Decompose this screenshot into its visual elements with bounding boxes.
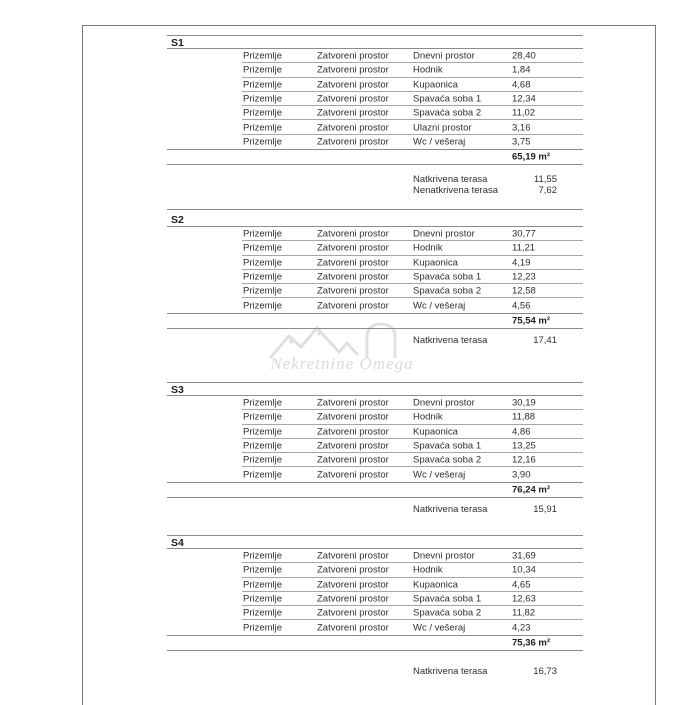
cell-room-name: Spavaća soba 2: [413, 107, 482, 119]
cell-floor: Prizemlje: [243, 285, 283, 297]
section-total-row: [167, 482, 583, 498]
cell-area-value: 4,19: [512, 257, 531, 269]
cell-floor: Prizemlje: [243, 93, 283, 105]
terrace-row: [167, 174, 583, 186]
table-row: [167, 284, 583, 298]
terrace-row: [167, 666, 583, 678]
cell-room-name: Hodnik: [413, 564, 443, 576]
cell-room-name: Spavaća soba 2: [413, 285, 482, 297]
apartment-section-S3: [167, 382, 583, 515]
terrace-row: [167, 335, 583, 347]
table-row: [167, 410, 583, 424]
cell-space-type: Zatvoreni prostor: [317, 469, 389, 481]
cell-space-type: Zatvoreni prostor: [317, 136, 389, 148]
cell-space-type: Zatvoreni prostor: [317, 426, 389, 438]
table-row: [167, 92, 583, 106]
cell-room-name: Spavaća soba 1: [413, 440, 482, 452]
terrace-block: [167, 504, 583, 516]
cell-floor: Prizemlje: [243, 257, 283, 269]
terrace-label: Natkrivena terasa: [413, 503, 488, 515]
cell-area-value: 10,34: [512, 564, 536, 576]
cell-floor: Prizemlje: [243, 454, 283, 466]
section-title: S4: [167, 535, 583, 549]
table-row: [167, 606, 583, 620]
table-row: [167, 439, 583, 453]
cell-area-value: 30,77: [512, 228, 536, 240]
cell-space-type: Zatvoreni prostor: [317, 228, 389, 240]
cell-room-name: Dnevni prostor: [413, 50, 475, 62]
table-row: [167, 467, 583, 481]
cell-room-name: Ulazni prostor: [413, 122, 472, 134]
cell-floor: Prizemlje: [243, 593, 283, 605]
cell-room-name: Kupaonica: [413, 426, 458, 438]
table-row: [167, 549, 583, 563]
cell-space-type: Zatvoreni prostor: [317, 440, 389, 452]
cell-space-type: Zatvoreni prostor: [317, 79, 389, 91]
cell-space-type: Zatvoreni prostor: [317, 454, 389, 466]
table-row: [167, 298, 583, 312]
cell-area-value: 4,65: [512, 579, 531, 591]
cell-area-value: 3,75: [512, 136, 531, 148]
cell-room-name: Spavaća soba 1: [413, 271, 482, 283]
terrace-value: 7,62: [538, 185, 557, 197]
cell-area-value: 11,82: [512, 607, 536, 619]
cell-space-type: Zatvoreni prostor: [317, 622, 389, 634]
cell-floor: Prizemlje: [243, 440, 283, 452]
cell-space-type: Zatvoreni prostor: [317, 550, 389, 562]
table-row: [167, 78, 583, 92]
cell-area-value: 12,63: [512, 593, 536, 605]
terrace-value: 16,73: [533, 666, 557, 678]
cell-area-value: 4,86: [512, 426, 531, 438]
cell-area-value: 12,23: [512, 271, 536, 283]
apartment-section-S4: [167, 535, 583, 678]
cell-space-type: Zatvoreni prostor: [317, 107, 389, 119]
terrace-row: [167, 185, 583, 197]
cell-area-value: 4,68: [512, 79, 531, 91]
cell-space-type: Zatvoreni prostor: [317, 593, 389, 605]
cell-floor: Prizemlje: [243, 50, 283, 62]
section-total-row: [167, 149, 583, 165]
table-row: [167, 49, 583, 63]
cell-floor: Prizemlje: [243, 411, 283, 423]
terrace-value: 17,41: [533, 334, 557, 346]
cell-room-name: Kupaonica: [413, 257, 458, 269]
table-row: [167, 227, 583, 241]
cell-room-name: Hodnik: [413, 64, 443, 76]
cell-floor: Prizemlje: [243, 136, 283, 148]
cell-floor: Prizemlje: [243, 397, 283, 409]
table-row: [167, 620, 583, 634]
cell-room-name: Wc / vešeraj: [413, 136, 466, 148]
cell-space-type: Zatvoreni prostor: [317, 607, 389, 619]
table-row: [167, 425, 583, 439]
table-row: [167, 256, 583, 270]
cell-room-name: Wc / vešeraj: [413, 300, 466, 312]
section-total-row: [167, 635, 583, 651]
cell-area-value: 31,69: [512, 550, 536, 562]
cell-area-value: 4,23: [512, 622, 531, 634]
cell-area-value: 11,02: [512, 107, 536, 119]
cell-floor: Prizemlje: [243, 79, 283, 91]
cell-floor: Prizemlje: [243, 550, 283, 562]
cell-space-type: Zatvoreni prostor: [317, 300, 389, 312]
table-row: [167, 63, 583, 77]
cell-area-value: 3,16: [512, 122, 531, 134]
cell-floor: Prizemlje: [243, 564, 283, 576]
terrace-value: 15,91: [533, 503, 557, 515]
cell-area-value: 12,16: [512, 454, 536, 466]
table-row: [167, 135, 583, 149]
section-title: S3: [167, 382, 583, 396]
cell-area-value: 3,90: [512, 469, 531, 481]
table-row: [167, 453, 583, 467]
cell-floor: Prizemlje: [243, 107, 283, 119]
section-total-value: 76,24 m²: [512, 484, 551, 496]
cell-room-name: Dnevni prostor: [413, 550, 475, 562]
terrace-label: Nenatkrivena terasa: [413, 185, 499, 197]
cell-room-name: Dnevni prostor: [413, 228, 475, 240]
cell-space-type: Zatvoreni prostor: [317, 242, 389, 254]
cell-space-type: Zatvoreni prostor: [317, 579, 389, 591]
table-row: [167, 106, 583, 120]
cell-space-type: Zatvoreni prostor: [317, 64, 389, 76]
cell-space-type: Zatvoreni prostor: [317, 397, 389, 409]
cell-room-name: Spavaća soba 1: [413, 93, 482, 105]
apartment-section-S2: [167, 209, 583, 346]
table-row: [167, 270, 583, 284]
terrace-value: 11,55: [533, 173, 557, 185]
cell-floor: Prizemlje: [243, 469, 283, 481]
cell-floor: Prizemlje: [243, 300, 283, 312]
cell-room-name: Wc / vešeraj: [413, 622, 466, 634]
section-total-value: 65,19 m²: [512, 151, 551, 163]
cell-room-name: Kupaonica: [413, 79, 458, 91]
table-row: [167, 592, 583, 606]
cell-space-type: Zatvoreni prostor: [317, 285, 389, 297]
terrace-row: [167, 504, 583, 516]
cell-area-value: 30,19: [512, 397, 536, 409]
table-row: [167, 563, 583, 577]
watermark-text: Nekretnine Omega: [270, 354, 414, 373]
cell-space-type: Zatvoreni prostor: [317, 50, 389, 62]
section-total-row: [167, 313, 583, 329]
terrace-label: Natkrivena terasa: [413, 666, 488, 678]
cell-area-value: 1,84: [512, 64, 531, 76]
cell-floor: Prizemlje: [243, 622, 283, 634]
cell-area-value: 11,21: [512, 242, 536, 254]
cell-space-type: Zatvoreni prostor: [317, 564, 389, 576]
cell-space-type: Zatvoreni prostor: [317, 93, 389, 105]
cell-floor: Prizemlje: [243, 579, 283, 591]
cell-area-value: 12,34: [512, 93, 536, 105]
table-row: [167, 241, 583, 255]
cell-room-name: Spavaća soba 2: [413, 454, 482, 466]
section-title: S2: [167, 209, 583, 227]
terrace-block: [167, 174, 583, 197]
cell-floor: Prizemlje: [243, 228, 283, 240]
cell-room-name: Hodnik: [413, 242, 443, 254]
section-total-value: 75,54 m²: [512, 315, 551, 327]
table-row: [167, 396, 583, 410]
cell-floor: Prizemlje: [243, 607, 283, 619]
cell-room-name: Spavaća soba 2: [413, 607, 482, 619]
section-total-value: 75,36 m²: [512, 637, 551, 649]
cell-space-type: Zatvoreni prostor: [317, 122, 389, 134]
cell-space-type: Zatvoreni prostor: [317, 271, 389, 283]
terrace-label: Natkrivena terasa: [413, 173, 488, 185]
table-row: [167, 578, 583, 592]
cell-floor: Prizemlje: [243, 242, 283, 254]
cell-space-type: Zatvoreni prostor: [317, 411, 389, 423]
cell-space-type: Zatvoreni prostor: [317, 257, 389, 269]
cell-area-value: 11,88: [512, 411, 536, 423]
cell-room-name: Spavaća soba 1: [413, 593, 482, 605]
cell-area-value: 4,56: [512, 300, 531, 312]
terrace-block: [167, 666, 583, 678]
cell-floor: Prizemlje: [243, 271, 283, 283]
terrace-block: [167, 335, 583, 347]
cell-room-name: Kupaonica: [413, 579, 458, 591]
terrace-label: Natkrivena terasa: [413, 334, 488, 346]
cell-floor: Prizemlje: [243, 122, 283, 134]
cell-floor: Prizemlje: [243, 426, 283, 438]
apartment-section-S1: [167, 35, 583, 197]
cell-room-name: Wc / vešeraj: [413, 469, 466, 481]
table-row: [167, 120, 583, 134]
cell-room-name: Dnevni prostor: [413, 397, 475, 409]
cell-area-value: 13,25: [512, 440, 536, 452]
cell-area-value: 28,40: [512, 50, 536, 62]
cell-room-name: Hodnik: [413, 411, 443, 423]
cell-floor: Prizemlje: [243, 64, 283, 76]
cell-area-value: 12,58: [512, 285, 536, 297]
section-title: S1: [167, 35, 583, 49]
